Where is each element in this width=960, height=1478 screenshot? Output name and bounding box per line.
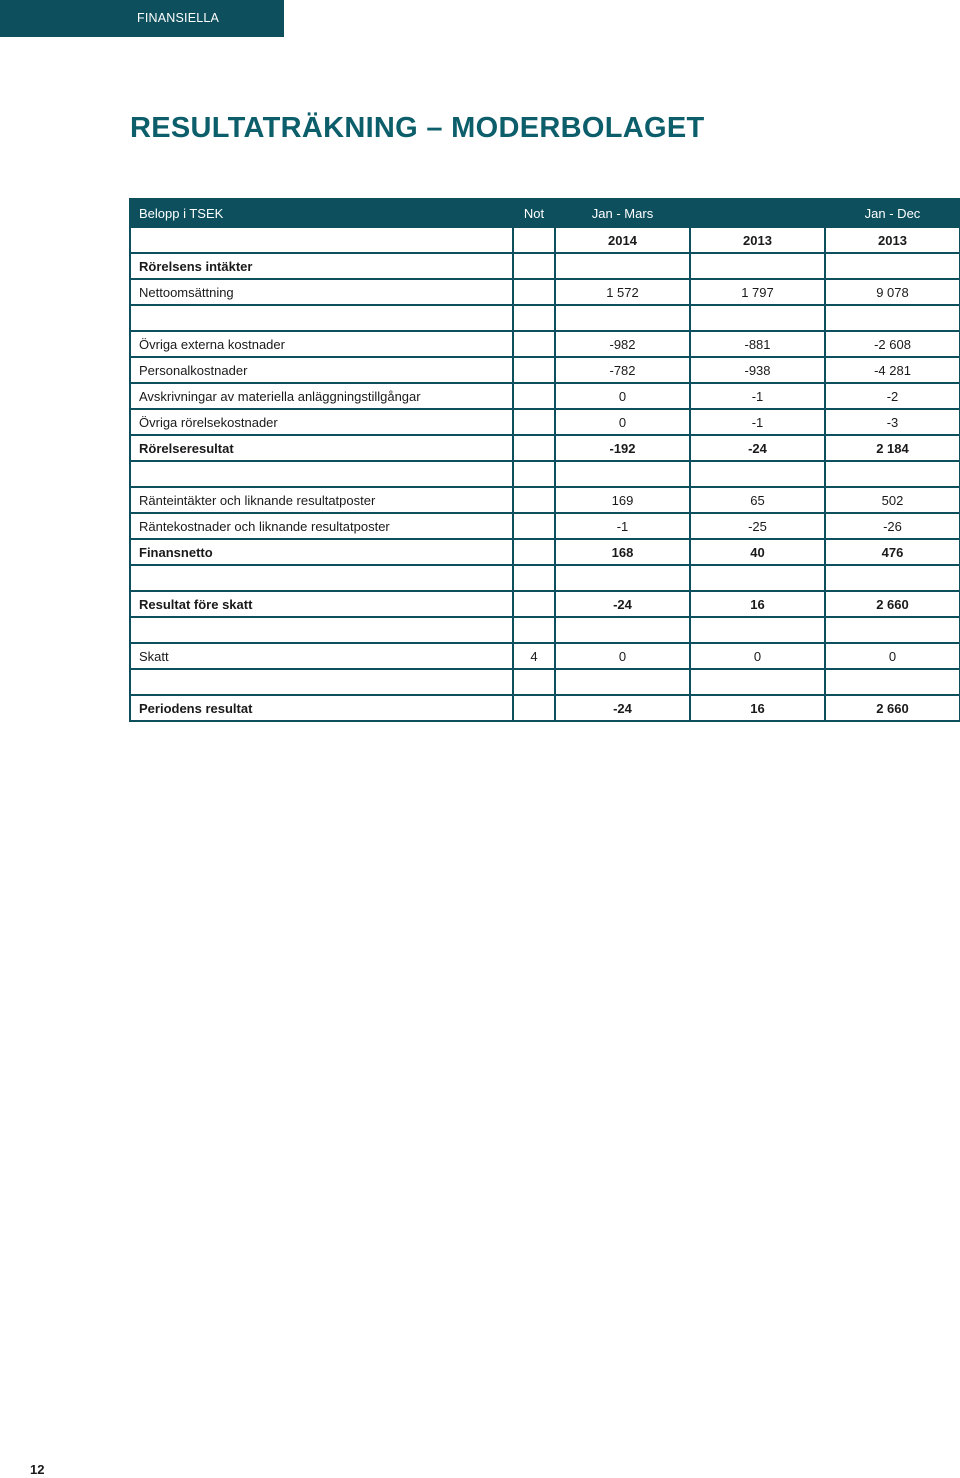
row-label [130,565,513,591]
row-value-q1-2013: -1 [690,383,825,409]
row-label: Nettoomsättning [130,279,513,305]
page-number: 12 [30,1462,45,1477]
row-value-q1-2014: -1 [555,513,690,539]
row-note [513,461,555,487]
table-row [130,279,960,305]
header-note: Not [513,199,555,227]
table-row [130,643,960,669]
year-cell: 2013 [690,227,825,253]
row-value-q1-2013: 65 [690,487,825,513]
header-period-full-year: Jan - Dec [825,199,960,227]
table-row [130,539,960,565]
row-label: Resultat före skatt [130,591,513,617]
row-value-q1-2013 [690,305,825,331]
row-note [513,695,555,721]
row-label [130,669,513,695]
table-body [130,227,960,721]
row-note [513,435,555,461]
page-title: RESULTATRÄKNING – MODERBOLAGET [130,112,705,144]
row-note [513,331,555,357]
row-value-q1-2013 [690,669,825,695]
row-value-q1-2014: 0 [555,383,690,409]
row-value-q1-2014: 0 [555,643,690,669]
row-value-q1-2013: -938 [690,357,825,383]
year-row-note [513,227,555,253]
row-value-fy-2013: 2 184 [825,435,960,461]
table-row [130,357,960,383]
year-row-label [130,227,513,253]
row-value-fy-2013: -3 [825,409,960,435]
row-label: Ränteintäkter och liknande resultatposter [130,487,513,513]
row-label: Övriga rörelsekostnader [130,409,513,435]
row-value-fy-2013: -2 608 [825,331,960,357]
row-note [513,357,555,383]
row-note [513,253,555,279]
table-row [130,565,960,591]
row-value-q1-2014: -192 [555,435,690,461]
row-value-fy-2013 [825,305,960,331]
row-label: Rörelsens intäkter [130,253,513,279]
row-value-q1-2013: 16 [690,695,825,721]
row-value-q1-2013 [690,461,825,487]
row-value-q1-2014: -782 [555,357,690,383]
table-row [130,461,960,487]
row-value-q1-2014: 168 [555,539,690,565]
row-value-fy-2013: 9 078 [825,279,960,305]
row-label: Rörelseresultat [130,435,513,461]
row-value-q1-2013: 1 797 [690,279,825,305]
row-label: Finansnetto [130,539,513,565]
table-row [130,487,960,513]
row-value-fy-2013: -2 [825,383,960,409]
row-note [513,279,555,305]
row-note [513,305,555,331]
year-cell: 2014 [555,227,690,253]
row-note [513,487,555,513]
table-row [130,669,960,695]
row-value-q1-2013: -1 [690,409,825,435]
row-value-q1-2014: 1 572 [555,279,690,305]
row-note [513,383,555,409]
row-value-q1-2013: 16 [690,591,825,617]
row-value-q1-2014 [555,253,690,279]
row-value-fy-2013: -4 281 [825,357,960,383]
row-value-q1-2014: -24 [555,695,690,721]
row-label [130,617,513,643]
row-value-q1-2014: 169 [555,487,690,513]
table-row [130,513,960,539]
row-note [513,617,555,643]
row-label: Avskrivningar av materiella anläggningstillgångar [130,383,513,409]
row-note [513,591,555,617]
row-note [513,539,555,565]
row-label: Skatt [130,643,513,669]
row-value-q1-2014 [555,617,690,643]
table-row [130,435,960,461]
row-value-q1-2013: -881 [690,331,825,357]
table-row [130,383,960,409]
row-label: Övriga externa kostnader [130,331,513,357]
row-value-q1-2014 [555,305,690,331]
row-label: Personalkostnader [130,357,513,383]
row-note: 4 [513,643,555,669]
table-row [130,591,960,617]
table-row [130,305,960,331]
header-period-q1: Jan - Mars [555,199,690,227]
row-value-q1-2014: 0 [555,409,690,435]
row-value-q1-2013 [690,565,825,591]
table-row [130,409,960,435]
header-amount-label: Belopp i TSEK [130,199,513,227]
row-value-q1-2014: -24 [555,591,690,617]
table-header-row [130,199,960,227]
year-cell: 2013 [825,227,960,253]
row-label: Räntekostnader och liknande resultatposter [130,513,513,539]
row-value-q1-2014: -982 [555,331,690,357]
table-row [130,695,960,721]
row-value-fy-2013 [825,253,960,279]
row-label [130,461,513,487]
row-note [513,409,555,435]
row-note [513,669,555,695]
row-value-q1-2014 [555,461,690,487]
row-value-fy-2013: 2 660 [825,695,960,721]
table-row [130,331,960,357]
row-value-q1-2014 [555,669,690,695]
row-value-fy-2013: 502 [825,487,960,513]
row-value-fy-2013 [825,565,960,591]
row-value-q1-2013: -25 [690,513,825,539]
row-value-q1-2013 [690,617,825,643]
row-value-fy-2013: 0 [825,643,960,669]
income-statement-table [129,198,960,722]
row-value-q1-2013 [690,253,825,279]
row-value-q1-2013: 0 [690,643,825,669]
table-row [130,617,960,643]
row-value-q1-2013: -24 [690,435,825,461]
row-label: Periodens resultat [130,695,513,721]
row-value-fy-2013: 476 [825,539,960,565]
row-value-fy-2013 [825,461,960,487]
section-tab: FINANSIELLA RAPPORTER [0,0,284,37]
row-value-q1-2014 [555,565,690,591]
row-value-fy-2013 [825,617,960,643]
row-value-fy-2013: -26 [825,513,960,539]
row-value-q1-2013: 40 [690,539,825,565]
row-note [513,513,555,539]
table-row [130,253,960,279]
year-row [130,227,960,253]
row-label [130,305,513,331]
row-value-fy-2013 [825,669,960,695]
row-note [513,565,555,591]
header-period-q1-spacer [690,199,825,227]
row-value-fy-2013: 2 660 [825,591,960,617]
